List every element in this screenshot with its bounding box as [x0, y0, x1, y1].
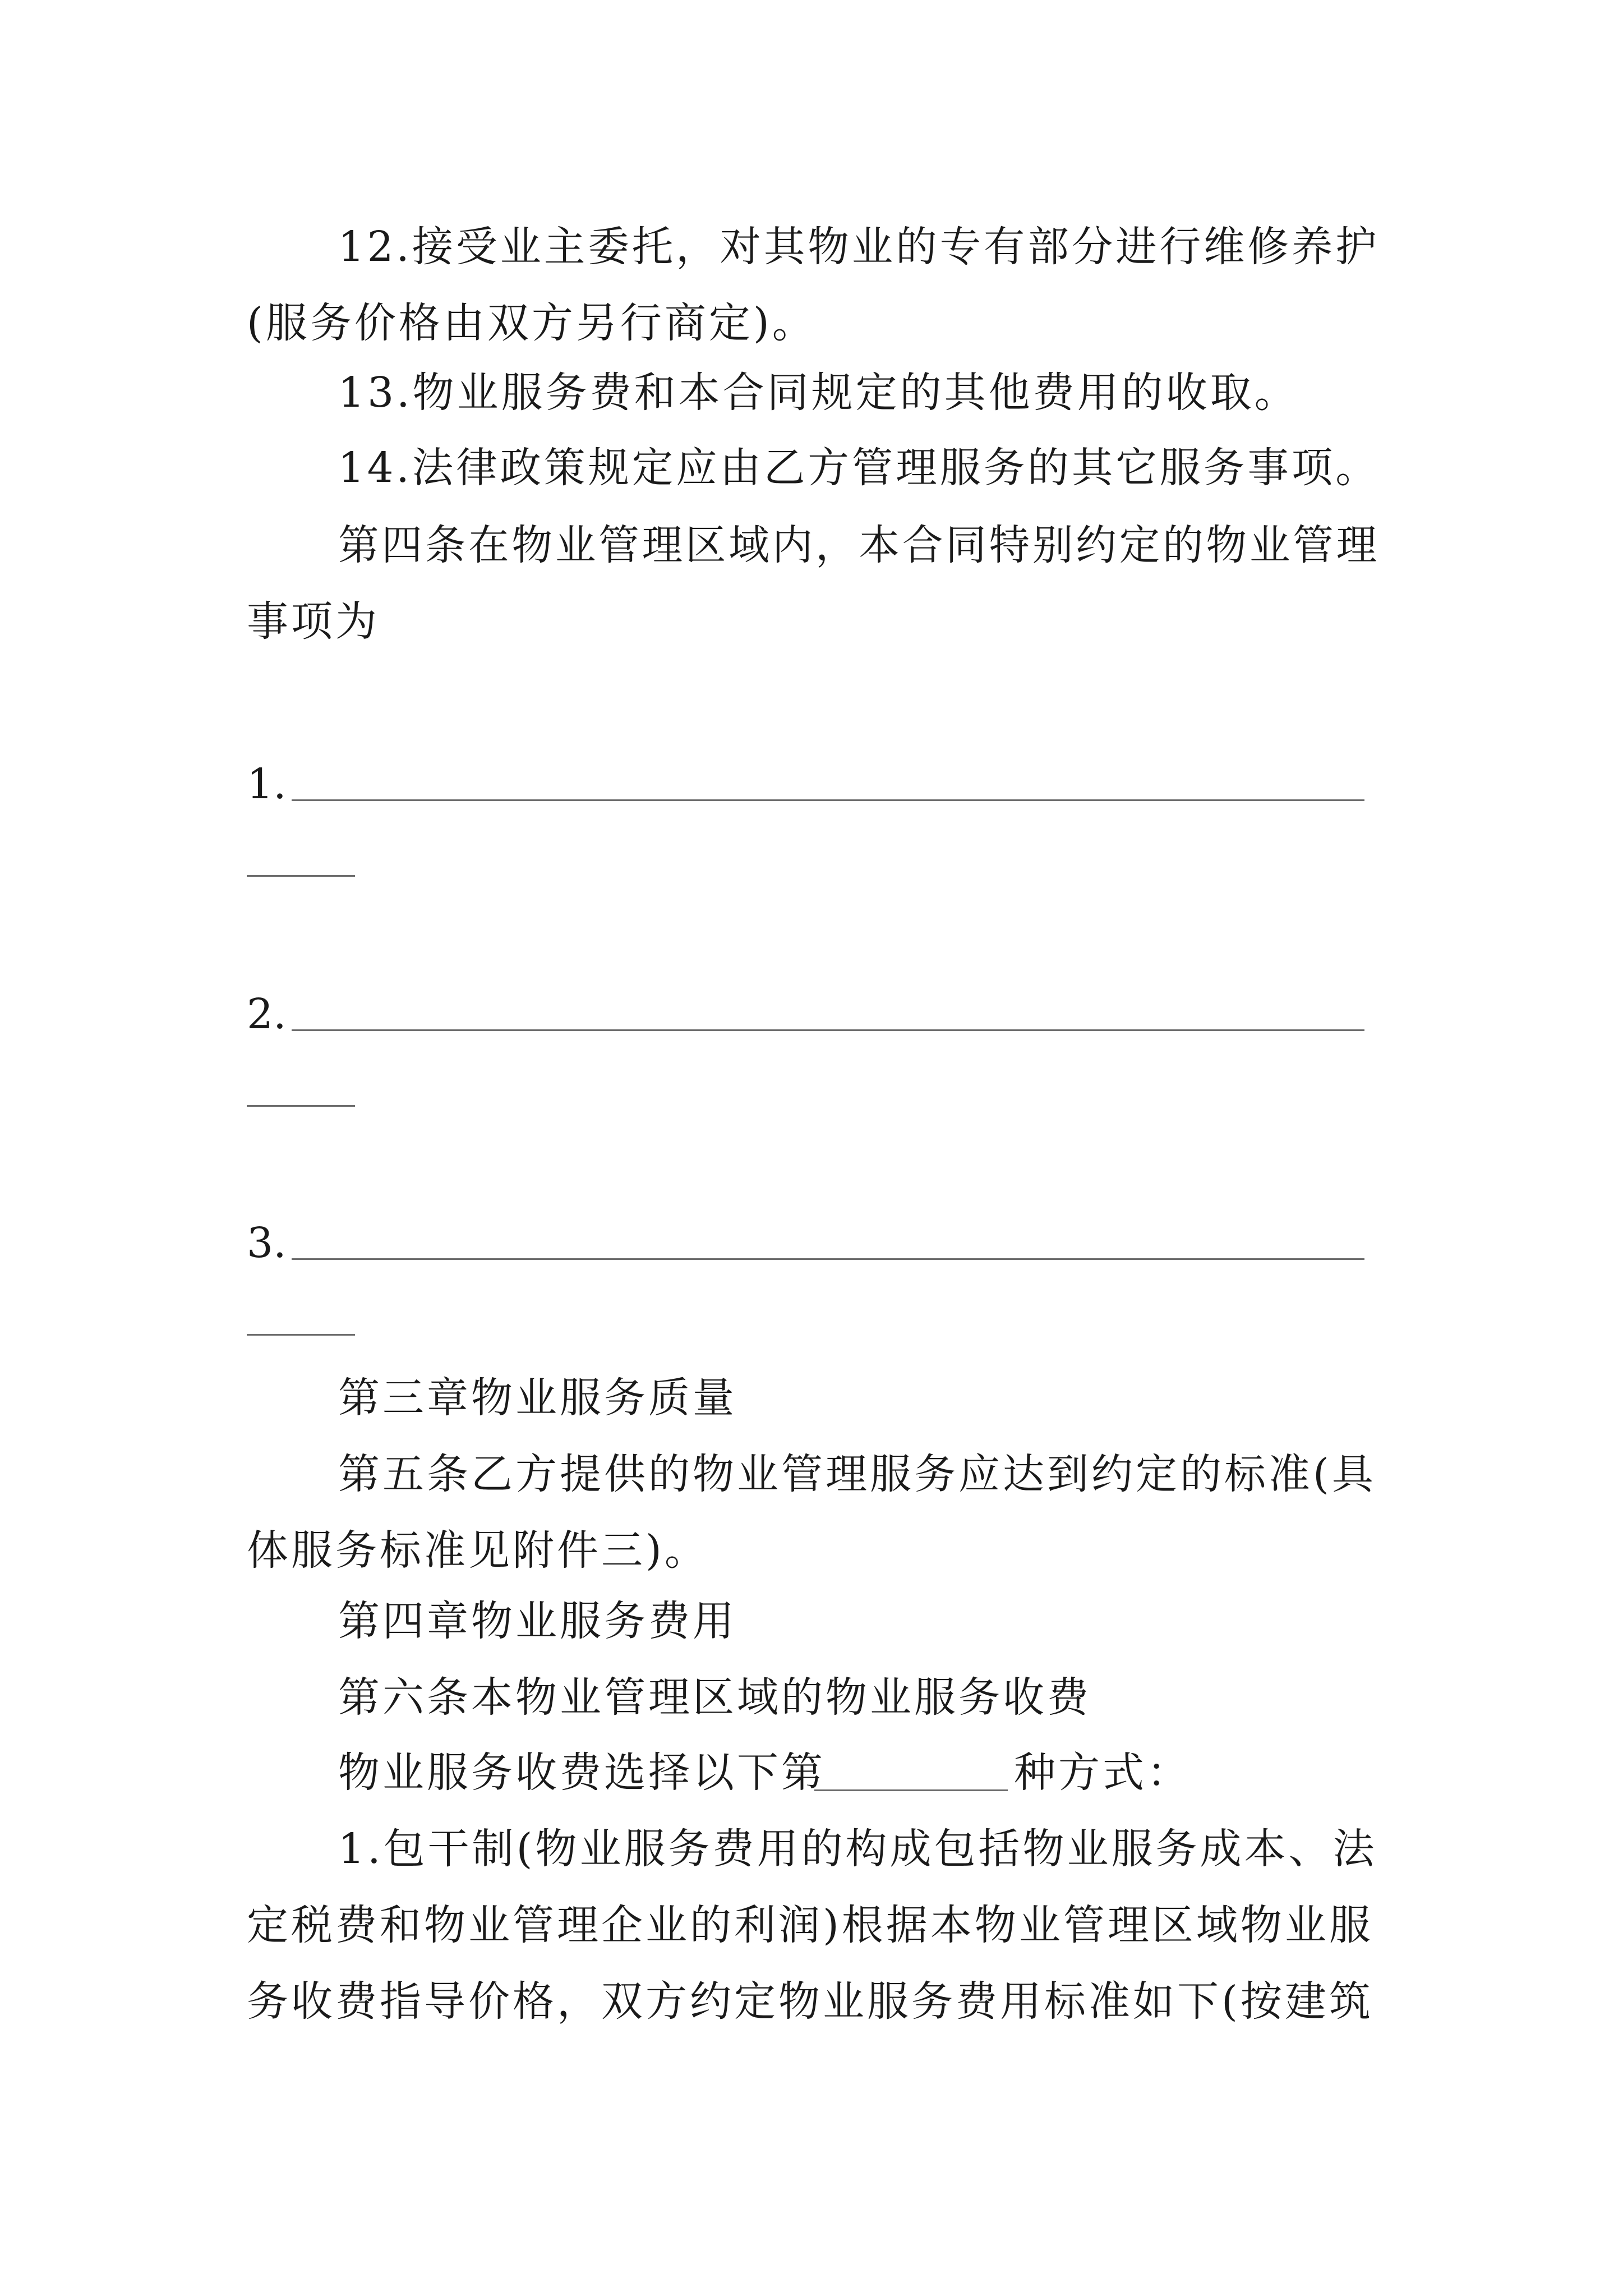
blank-item-2-number: 2. — [247, 990, 287, 1038]
article-4-line-1: 第四条在物业管理区域内，本合同特别约定的物业管理 — [338, 521, 1380, 569]
blank-item-3-line — [292, 1258, 1364, 1260]
blank-item-1-number: 1. — [247, 760, 287, 808]
blank-item-1-line-continuation — [247, 875, 355, 877]
item-12-line-1: 12.接受业主委托，对其物业的专有部分进行维修养护 — [338, 223, 1380, 271]
item-12-line-2: (服务价格由双方另行商定)。 — [247, 299, 817, 347]
article-5-line-1: 第五条乙方提供的物业管理服务应达到约定的标准(具 — [338, 1450, 1376, 1498]
article-5-line-2: 体服务标准见附件三)。 — [247, 1526, 709, 1575]
article-4-line-2: 事项为 — [247, 597, 380, 646]
chapter-3-title: 第三章物业服务质量 — [338, 1374, 737, 1422]
fee-method-prefix: 物业服务收费选择以下第 — [338, 1749, 826, 1797]
lump-sum-line-2: 定税费和物业管理企业的利润)根据本物业管理区域物业服 — [247, 1901, 1373, 1949]
blank-item-2-line — [292, 1029, 1364, 1031]
item-14: 14.法律政策规定应由乙方管理服务的其它服务事项。 — [338, 444, 1380, 492]
blank-item-2-line-continuation — [247, 1105, 355, 1107]
article-6-title: 第六条本物业管理区域的物业服务收费 — [338, 1673, 1091, 1722]
chapter-4-title: 第四章物业服务费用 — [338, 1597, 737, 1645]
blank-item-1-line — [292, 799, 1364, 801]
lump-sum-line-1: 1.包干制(物业服务费用的构成包括物业服务成本、法 — [338, 1825, 1377, 1873]
blank-item-3-number: 3. — [247, 1219, 287, 1267]
item-13: 13.物业服务费和本合同规定的其他费用的收取。 — [338, 369, 1299, 417]
fee-method-suffix: 种方式： — [1014, 1749, 1191, 1797]
blank-item-3-line-continuation — [247, 1334, 355, 1336]
fee-method-blank — [814, 1789, 1008, 1791]
lump-sum-line-3: 务收费指导价格，双方约定物业服务费用标准如下(按建筑 — [247, 1977, 1373, 2026]
